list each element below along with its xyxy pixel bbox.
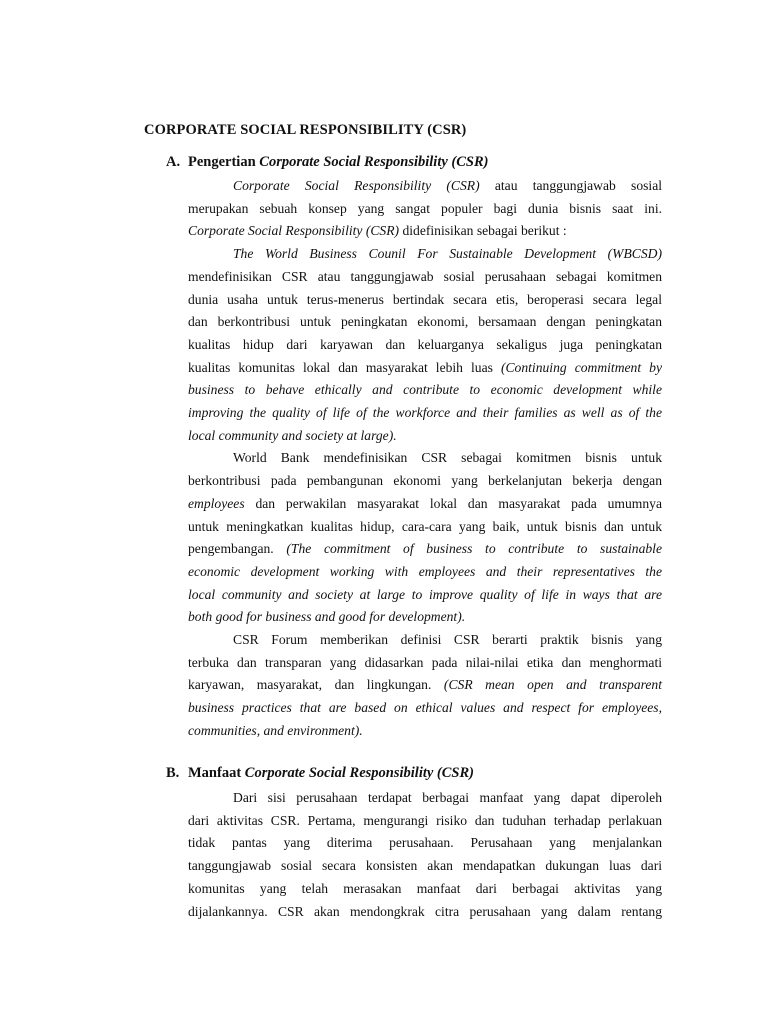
section-a-label: A. <box>166 154 181 170</box>
italic-text: improving the quality of life of the workforce and their families as well as of the <box>188 405 662 421</box>
text: dunia usaha untuk terus-menerus bertindak secara etis, beroperasi secara legal <box>188 291 662 307</box>
text: untuk meningkatkan kualitas hidup, cara-cara yang baik, untuk bisnis dan untuk <box>188 518 662 534</box>
paragraph-line <box>188 243 662 266</box>
section-b-label: B. <box>166 765 180 781</box>
text: karyawan, masyarakat, dan lingkungan. <box>188 677 444 693</box>
paragraph-line <box>188 198 662 221</box>
paragraph-line <box>188 493 662 516</box>
paragraph-line <box>188 516 662 539</box>
text: tanggungjawab sosial secara konsisten akan mendapatkan dukungan luas dari <box>188 858 662 874</box>
paragraph-line <box>188 832 662 855</box>
paragraph-line <box>188 674 662 697</box>
paragraph-line <box>188 175 662 198</box>
section-a-heading-plain: Pengertian <box>188 154 260 170</box>
text: atau tanggungjawab sosial <box>479 178 662 193</box>
text: dan berkontribusi untuk peningkatan ekonomi, bersamaan dengan peningkatan <box>188 314 662 330</box>
section-a-body <box>188 175 662 743</box>
paragraph-line <box>188 379 662 402</box>
italic-text: business to behave ethically and contribute to economic development while <box>188 382 662 398</box>
text: mendefinisikan CSR atau tanggungjawab sosial perusahaan sebagai komitmen <box>188 268 662 284</box>
paragraph-line <box>188 855 662 878</box>
paragraph-line <box>188 652 662 675</box>
paragraph-line <box>188 357 662 380</box>
paragraph-line <box>188 470 662 493</box>
paragraph-line <box>188 425 662 448</box>
paragraph-line <box>188 901 662 924</box>
text: tidak pantas yang diterima perusahaan. Perusahaan yang menjalankan <box>188 835 662 851</box>
paragraph-line <box>188 402 662 425</box>
text: Dari sisi perusahaan terdapat berbagai manfaat yang dapat diperoleh <box>233 790 662 805</box>
paragraph-line <box>188 289 662 312</box>
section-a-heading-italic: Corporate Social Responsibility (CSR) <box>259 154 489 170</box>
paragraph-line <box>188 447 662 470</box>
paragraph-line <box>188 311 662 334</box>
italic-text: economic development working with employees and their representatives the <box>188 563 662 579</box>
section-b-body <box>188 787 662 923</box>
text: dijalankannya. CSR akan mendongkrak citra perusahaan yang dalam rentang <box>188 903 662 919</box>
text: dan perwakilan masyarakat lokal dan masyarakat pada umumnya <box>244 495 662 511</box>
section-b-heading-italic: Corporate Social Responsibility (CSR) <box>244 765 475 781</box>
italic-text: Corporate Social Responsibility (CSR) <box>188 223 400 239</box>
paragraph-line <box>188 810 662 833</box>
text: komunitas yang telah merasakan manfaat dari berbagai aktivitas yang <box>188 880 662 896</box>
paragraph-line <box>188 220 662 243</box>
italic-text: business practices that are based on ethical values and respect for employees, <box>188 700 662 716</box>
italic-text: employees <box>188 495 245 511</box>
paragraph-line <box>188 787 662 810</box>
italic-text: (The commitment of business to contribute to sustainable <box>286 541 662 557</box>
paragraph-line <box>188 561 662 584</box>
paragraph-line <box>188 878 662 901</box>
paragraph-line <box>188 334 662 357</box>
italic-text: communities, and environment). <box>188 722 363 738</box>
italic-text: (Continuing commitment by <box>500 359 662 375</box>
text: World Bank mendefinisikan CSR sebagai komitmen bisnis untuk <box>233 450 662 466</box>
section-b-heading <box>166 765 474 782</box>
text: kualitas hidup dari karyawan dan keluarganya sekaligus juga peningkatan <box>188 336 662 352</box>
italic-text: local community and society at large to improve quality of life in ways that are <box>188 586 662 602</box>
italic-text: local community and society at large). <box>188 427 397 443</box>
text: dari aktivitas CSR. Pertama, mengurangi risiko dan tuduhan terhadap perlakuan <box>188 812 662 828</box>
document-title: CORPORATE SOCIAL RESPONSIBILITY (CSR) <box>144 122 467 138</box>
paragraph-line <box>188 584 662 607</box>
italic-text: Corporate Social Responsibility (CSR) <box>233 178 480 193</box>
text: merupakan sebuah konsep yang sangat populer bagi dunia bisnis saat ini. <box>188 200 662 216</box>
paragraph-line <box>188 538 662 561</box>
text: didefinisikan sebagai berikut : <box>399 223 567 239</box>
paragraph-line <box>188 720 662 743</box>
section-a-heading <box>166 154 489 171</box>
paragraph-line <box>188 629 662 652</box>
italic-text: both good for business and good for development). <box>188 609 466 625</box>
text: pengembangan. <box>188 541 287 557</box>
italic-text: (CSR mean open and transparent <box>443 677 663 693</box>
paragraph-line <box>188 697 662 720</box>
paragraph-line <box>188 606 662 629</box>
text: CSR Forum memberikan definisi CSR berarti praktik bisnis yang <box>233 632 662 648</box>
text: kualitas komunitas lokal dan masyarakat lebih luas <box>188 359 501 375</box>
paragraph-line <box>188 266 662 289</box>
italic-text: The World Business Counil For Sustainable Development (WBCSD) <box>233 246 662 262</box>
section-b-heading-plain: Manfaat <box>188 765 245 781</box>
text: berkontribusi pada pembangunan ekonomi yang berkelanjutan bekerja dengan <box>188 473 662 489</box>
text: terbuka dan transparan yang didasarkan pada nilai-nilai etika dan menghormati <box>188 654 662 670</box>
